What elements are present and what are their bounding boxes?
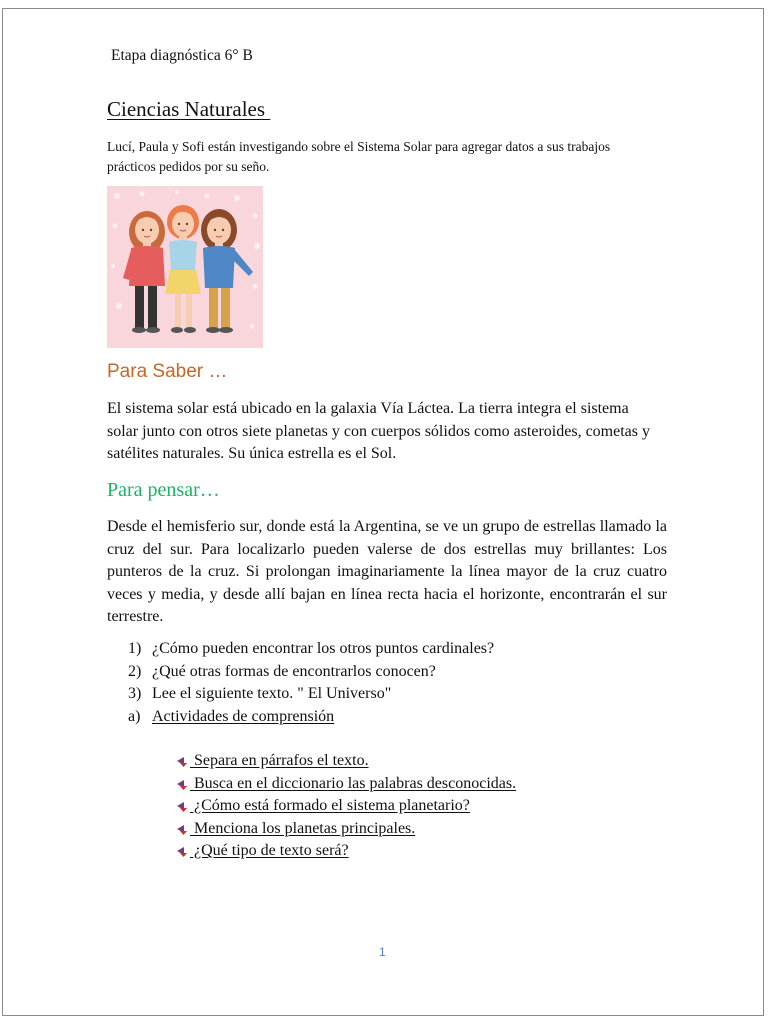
list-item-text: Actividades de comprensión bbox=[152, 707, 335, 725]
list-item-text: Lee el siguiente texto. " El Universo" bbox=[152, 685, 392, 702]
document-page bbox=[2, 8, 764, 1016]
bullet-item-text: Separa en párrafos el texto. bbox=[190, 752, 369, 769]
bullet-item-text: Busca en el diccionario las palabras desconocidas. bbox=[190, 774, 517, 792]
bullet-item-text: ¿Cómo está formado el sistema planetario? bbox=[190, 797, 470, 814]
intro-paragraph: Lucí, Paula y Sofi están investigando sobre el Sistema Solar para agregar datos a sus trabajos prácticos pedidos por su seño. bbox=[107, 139, 611, 174]
bullet-item bbox=[174, 795, 654, 818]
list-item-number: 1) bbox=[128, 640, 142, 657]
para-pensar-paragraph: Desde el hemisferio sur, donde está la Argentina, se ve un grupo de estrellas llamado la cruz del sur. Para localizarlo pueden valerse de dos estrellas muy brillantes: Los punteros de la cruz. Si prolongan imaginariamente la línea mayor de la cruz cuatro veces y media, y desde allí bajan en línea recta hacia el horizonte, encontrarán el sur terrestre. bbox=[107, 518, 667, 625]
arrow-bullet-icon bbox=[174, 844, 190, 858]
para-pensar-heading: Para pensar… bbox=[107, 479, 220, 501]
section-title: Ciencias Naturales bbox=[107, 97, 271, 121]
bullet-item bbox=[174, 840, 654, 863]
arrow-bullet-icon bbox=[174, 777, 190, 791]
bullet-item-text: ¿Qué tipo de texto será? bbox=[190, 842, 349, 859]
three-girls-illustration bbox=[107, 186, 263, 348]
list-item-text: ¿Cómo pueden encontrar los otros puntos cardinales? bbox=[152, 640, 495, 657]
list-item bbox=[128, 661, 648, 684]
list-item bbox=[128, 683, 648, 706]
arrow-bullet-icon bbox=[174, 799, 190, 813]
list-item-number: a) bbox=[128, 707, 141, 725]
para-saber-heading: Para Saber … bbox=[107, 361, 228, 382]
numbered-list bbox=[128, 638, 648, 728]
header-text: Etapa diagnóstica 6° B bbox=[111, 47, 253, 64]
list-item bbox=[128, 706, 648, 729]
arrow-bullet-icon bbox=[174, 754, 190, 768]
activities-bullet-list bbox=[174, 750, 654, 863]
page-number: 1 bbox=[379, 945, 386, 959]
list-item-text: ¿Qué otras formas de encontrarlos conocen? bbox=[152, 662, 436, 680]
arrow-bullet-icon bbox=[174, 822, 190, 836]
list-item-number: 3) bbox=[128, 685, 142, 702]
bullet-item bbox=[174, 750, 654, 773]
bullet-item bbox=[174, 773, 654, 796]
bullet-item bbox=[174, 818, 654, 841]
bullet-item-text: Menciona los planetas principales. bbox=[190, 819, 416, 837]
list-item bbox=[128, 638, 648, 661]
para-saber-paragraph: El sistema solar está ubicado en la galaxia Vía Láctea. La tierra integra el sistema solar junto con otros siete planetas y con cuerpos sólidos como asteroides, cometas y satélites naturales. Su única estrella es el Sol. bbox=[107, 400, 650, 462]
list-item-number: 2) bbox=[128, 662, 142, 680]
